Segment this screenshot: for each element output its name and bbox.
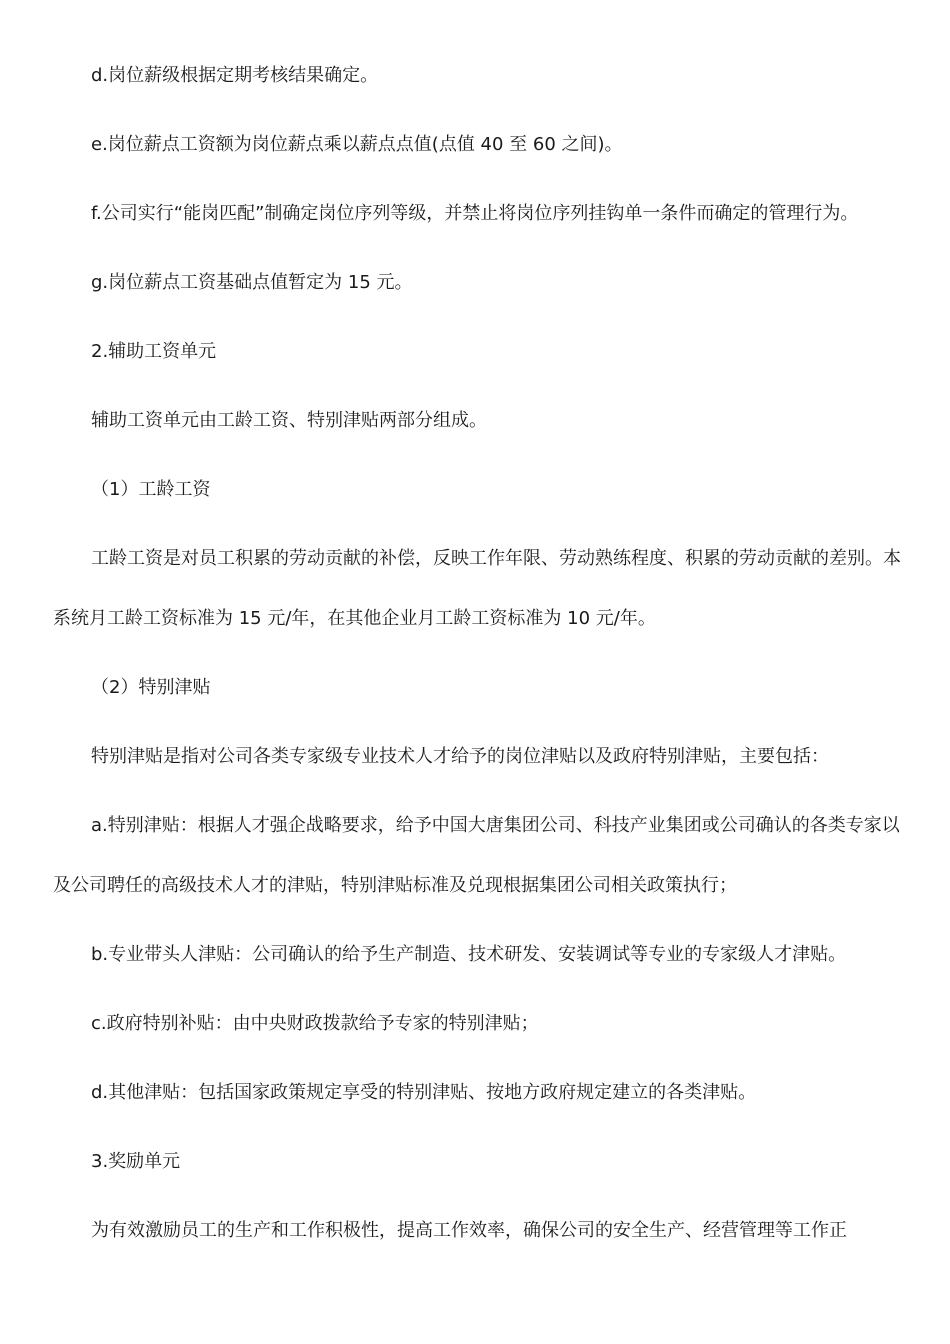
subheading-special-allowance: （2）特别津贴 <box>91 677 211 698</box>
paragraph-d-salary-grade: d.岗位薪级根据定期考核结果确定。 <box>91 65 379 86</box>
paragraph-reward-intro: 为有效激励员工的生产和工作积极性，提高工作效率，确保公司的安全生产、经营管理等工作正 <box>91 1220 847 1241</box>
paragraph-f-job-matching: f.公司实行“能岗匹配”制确定岗位序列等级，并禁止将岗位序列挂钩单一条件而确定的管理行为。 <box>91 203 859 224</box>
paragraph-d-other-allowance: d.其他津贴：包括国家政策规定享受的特别津贴、按地方政府规定建立的各类津贴。 <box>91 1082 757 1103</box>
paragraph-c-government-subsidy: c.政府特别补贴：由中央财政拨款给予专家的特别津贴； <box>91 1013 539 1034</box>
paragraph-g-base-point: g.岗位薪点工资基础点值暂定为 15 元。 <box>91 272 413 293</box>
paragraph-a-special-allowance: a.特别津贴：根据人才强企战略要求，给予中国大唐集团公司、科技产业集团或公司确认的各类专家以及公司聘任的高级技术人才的津贴，特别津贴标准及兑现根据集团公司相关政策执行； <box>53 815 900 896</box>
paragraph-e-salary-amount: e.岗位薪点工资额为岗位薪点乘以薪点点值(点值 40 至 60 之间)。 <box>91 134 623 155</box>
document-page <box>53 0 905 1270</box>
subheading-seniority-wage: （1）工龄工资 <box>91 479 211 500</box>
section-heading-reward-unit: 3.奖励单元 <box>91 1151 181 1172</box>
paragraph-special-allowance-intro: 特别津贴是指对公司各类专家级专业技术人才给予的岗位津贴以及政府特别津贴，主要包括： <box>91 746 829 767</box>
paragraph-auxiliary-composition: 辅助工资单元由工龄工资、特别津贴两部分组成。 <box>91 410 487 431</box>
paragraph-seniority-wage: 工龄工资是对员工积累的劳动贡献的补偿，反映工作年限、劳动熟练程度、积累的劳动贡献的差别。本系统月工龄工资标准为 15 元/年，在其他企业月工龄工资标准为 10 元/年。 <box>53 548 901 629</box>
section-heading-auxiliary-wage: 2.辅助工资单元 <box>91 341 217 362</box>
paragraph-b-leader-allowance: b.专业带头人津贴：公司确认的给予生产制造、技术研发、安装调试等专业的专家级人才津贴。 <box>91 944 847 965</box>
